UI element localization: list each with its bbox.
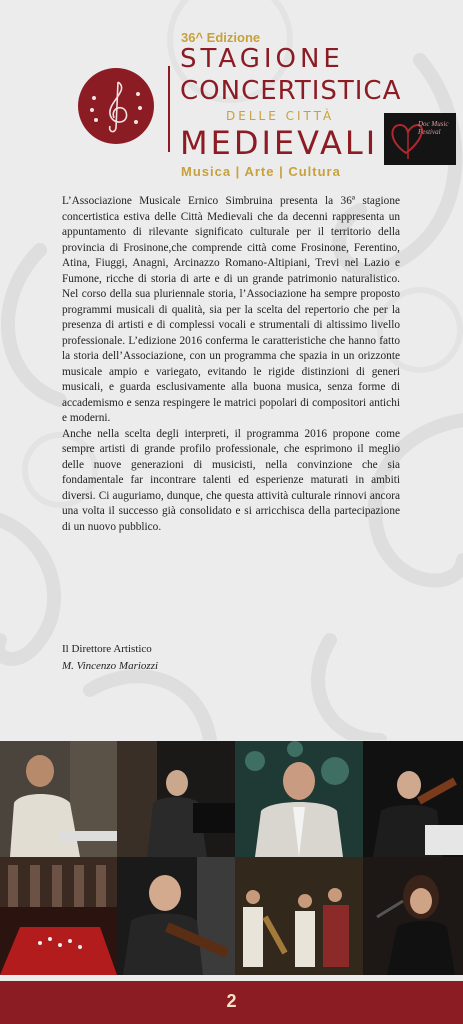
photo-folk-band [235,857,363,975]
page-number: 2 [226,991,237,1011]
photo-pianist-stage [117,741,235,857]
photo-pianist-white-suit [0,741,117,857]
association-logo [78,68,154,144]
intro-paragraph-1: L’Associazione Musicale Ernico Simbruina presenta la 36ª stagione concertistica estiva delle Città Medievali che da decenni rappresenta un appuntamento di rilevante significato culturale per il territorio della provincia di Frosinone,che comprende città come Frosinone, Ferentino, Atina, Fiuggi, Anagni, Arcinazzo Romano-Altipiani, Trevi nel Lazio e Fumone, ricche di storia di arte e di un grande patrimonio naturalistico. Nel corso della sua pluriennale storia, l’Associazione ha sempre proposto programmi musicali di qualità, sia per la scelta del repertorio che per la presenza di artisti e di complessi vocali e strumentali di altissimo livello professionale. L’edizione 2016 conferma le caratteristiche che hanno fatto la storia dell’Associazione, con un programma che spazia in un orizzonte musicale ampio e variegato, evitando le rigide distinzioni di generi musicali, e guarda esclusivamente alla buona musica, senza forme di accademismo e senza respingere le matrici popolari di compositori antichi e moderni. [62,195,400,424]
title-line-4: MEDIEVALI [180,124,379,162]
intro-text [62,194,400,535]
signature-role: Il Direttore Artistico [62,643,152,655]
photo-collage [0,741,463,975]
edition-label: 36^ Edizione [181,30,261,45]
intro-paragraph-2: Anche nella scelta degli interpreti, il programma 2016 propone come sempre artisti di grande profilo professionale, che esprimono il meglio delle nuove generazioni di musicisti, nella convinzione che sia fondamentale far incontrare talenti ed esperienze maturati in ambiti diversi. Ci auguriamo, dunque, che questa attività culturale rinnovi ancora una volta il successo già consolidato e si arricchisca della partecipazione di un nuovo pubblico. [62,427,400,533]
signature-name: M. Vincenzo Mariozzi [62,660,159,672]
title-line-2: CONCERTISTICA [180,76,402,106]
treble-clef-icon [78,68,154,144]
photo-conductor-tuxedo [235,741,363,857]
title-divider [168,66,170,152]
header [0,0,463,190]
tagline: Musica | Arte | Cultura [181,164,341,179]
photo-orchestra-stage [0,857,117,975]
festival-logo-text: Doc Music Festival [418,120,449,136]
photo-violinist [363,741,463,857]
title-line-3: DELLE CITTÀ [226,109,335,123]
footer-bar [0,981,463,1024]
title-line-1: STAGIONE [180,44,344,74]
photo-violinist-close [117,857,235,975]
signature-block [62,641,158,675]
photo-singer-woman [363,857,463,975]
